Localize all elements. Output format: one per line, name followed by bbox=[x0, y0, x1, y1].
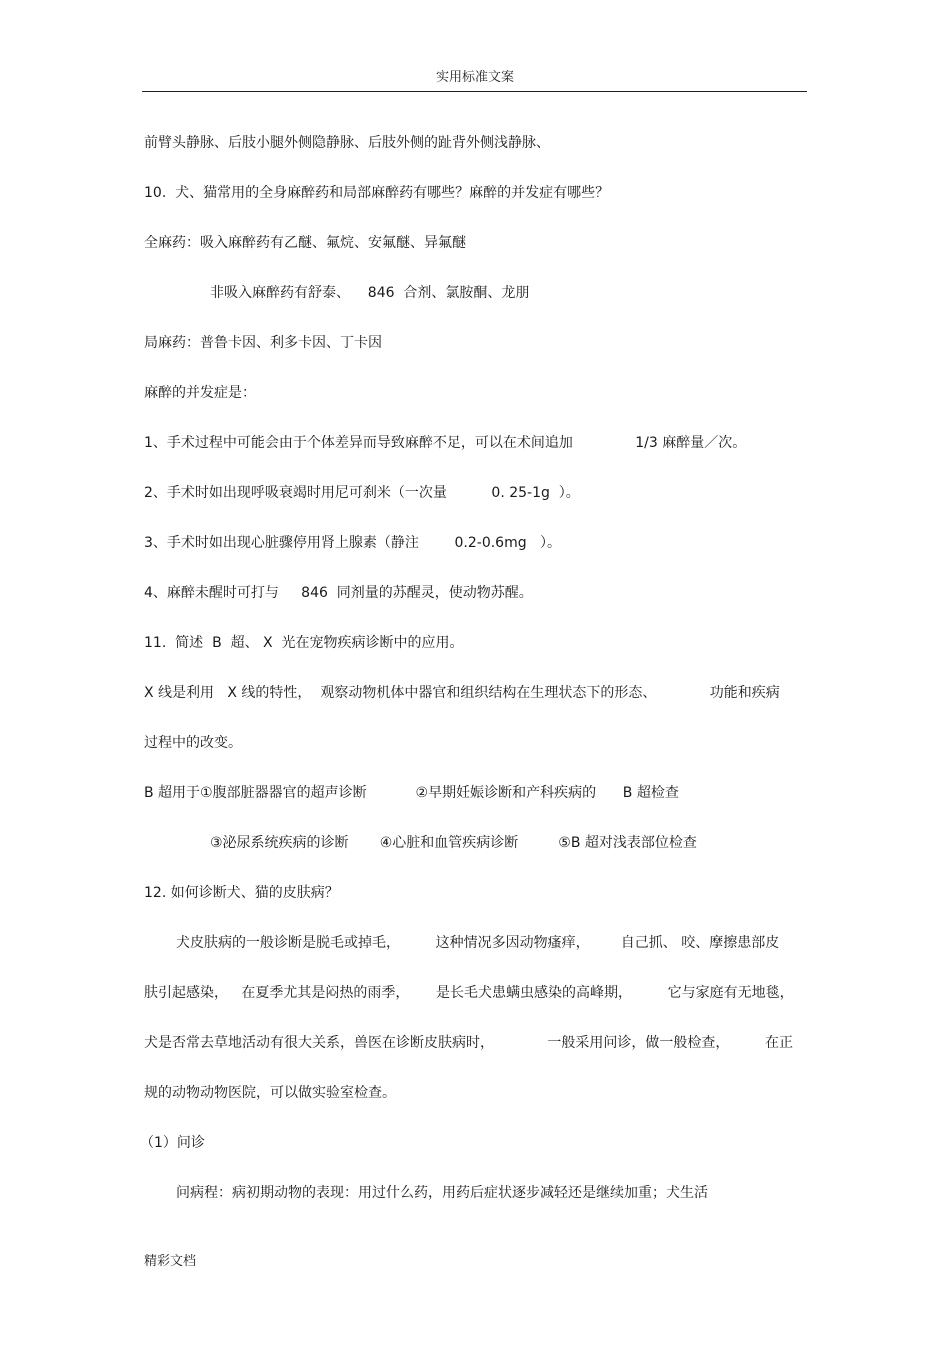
text-line-xray: X 线是利用 X 线的特性， 观察动物机体中器官和组织结构在生理状态下的形态、 功能和疾病 bbox=[144, 685, 780, 701]
question-10: 10. 犬、猫常用的全身麻醉药和局部麻醉药有哪些？麻醉的并发症有哪些？ bbox=[144, 185, 610, 201]
paragraph-skin-1: 犬皮肤病的一般诊断是脱毛或掉毛， 这种情况多因动物瘙痒， 自己抓、 咬、摩擦患部皮 bbox=[176, 935, 780, 951]
text-line-complications-heading: 麻醉的并发症是： bbox=[144, 385, 256, 401]
header-rule bbox=[142, 91, 807, 92]
subheading-inquiry: （1）问诊 bbox=[140, 1135, 205, 1151]
paragraph-skin-2: 肤引起感染， 在夏季尤其是闷热的雨季， 是长毛犬患螨虫感染的高峰期， 它与家庭有无地毯， bbox=[144, 985, 794, 1001]
text-line-non-inhaled: 非吸入麻醉药有舒泰、 846 合剂、氯胺酮、龙朋 bbox=[210, 285, 530, 301]
paragraph-skin-3: 犬是否常去草地活动有很大关系，兽医在诊断皮肤病时， 一般采用问诊，做一般检查， 在正 bbox=[144, 1035, 794, 1051]
complication-item-2: 2、手术时如出现呼吸衰竭时用尼可刹米（一次量 0. 25-1g ）。 bbox=[144, 485, 580, 501]
complication-item-3: 3、手术时如出现心脏骤停用肾上腺素（静注 0.2-0.6mg ）。 bbox=[144, 535, 561, 551]
text-line-bultrasound: B 超用于①腹部脏器器官的超声诊断 ②早期妊娠诊断和产科疾病的 B 超检查 bbox=[144, 785, 679, 801]
paragraph-skin-4: 规的动物动物医院，可以做实验室检查。 bbox=[144, 1085, 396, 1101]
text-line-general-anesthetics: 全麻药：吸入麻醉药有乙醚、氟烷、安氟醚、异氟醚 bbox=[144, 235, 466, 251]
complication-item-1: 1、手术过程中可能会由于个体差异而导致麻醉不足，可以在术间追加 1/3 麻醉量／次。 bbox=[144, 435, 747, 451]
paragraph-history: 问病程：病初期动物的表现：用过什么药，用药后症状逐步减轻还是继续加重；犬生活 bbox=[176, 1185, 708, 1201]
complication-item-4: 4、麻醉未醒时可打与 846 同剂量的苏醒灵，使动物苏醒。 bbox=[144, 585, 533, 601]
question-12: 12. 如何诊断犬、猫的皮肤病？ bbox=[144, 885, 339, 901]
text-line-local-anesthetics: 局麻药：普鲁卡因、利多卡因、丁卡因 bbox=[144, 335, 382, 351]
question-11: 11. 简述 B 超、 X 光在宠物疾病诊断中的应用。 bbox=[144, 635, 464, 651]
page-footer: 精彩文档 bbox=[144, 1254, 197, 1269]
text-line-bultrasound-cont: ③泌尿系统疾病的诊断 ④心脏和血管疾病诊断 ⑤B 超对浅表部位检查 bbox=[210, 835, 697, 851]
text-line-veins: 前臂头静脉、后肢小腿外侧隐静脉、后肢外侧的趾背外侧浅静脉、 bbox=[144, 135, 550, 151]
text-line-xray-cont: 过程中的改变。 bbox=[144, 735, 242, 751]
page-header: 实用标准文案 bbox=[435, 70, 514, 85]
